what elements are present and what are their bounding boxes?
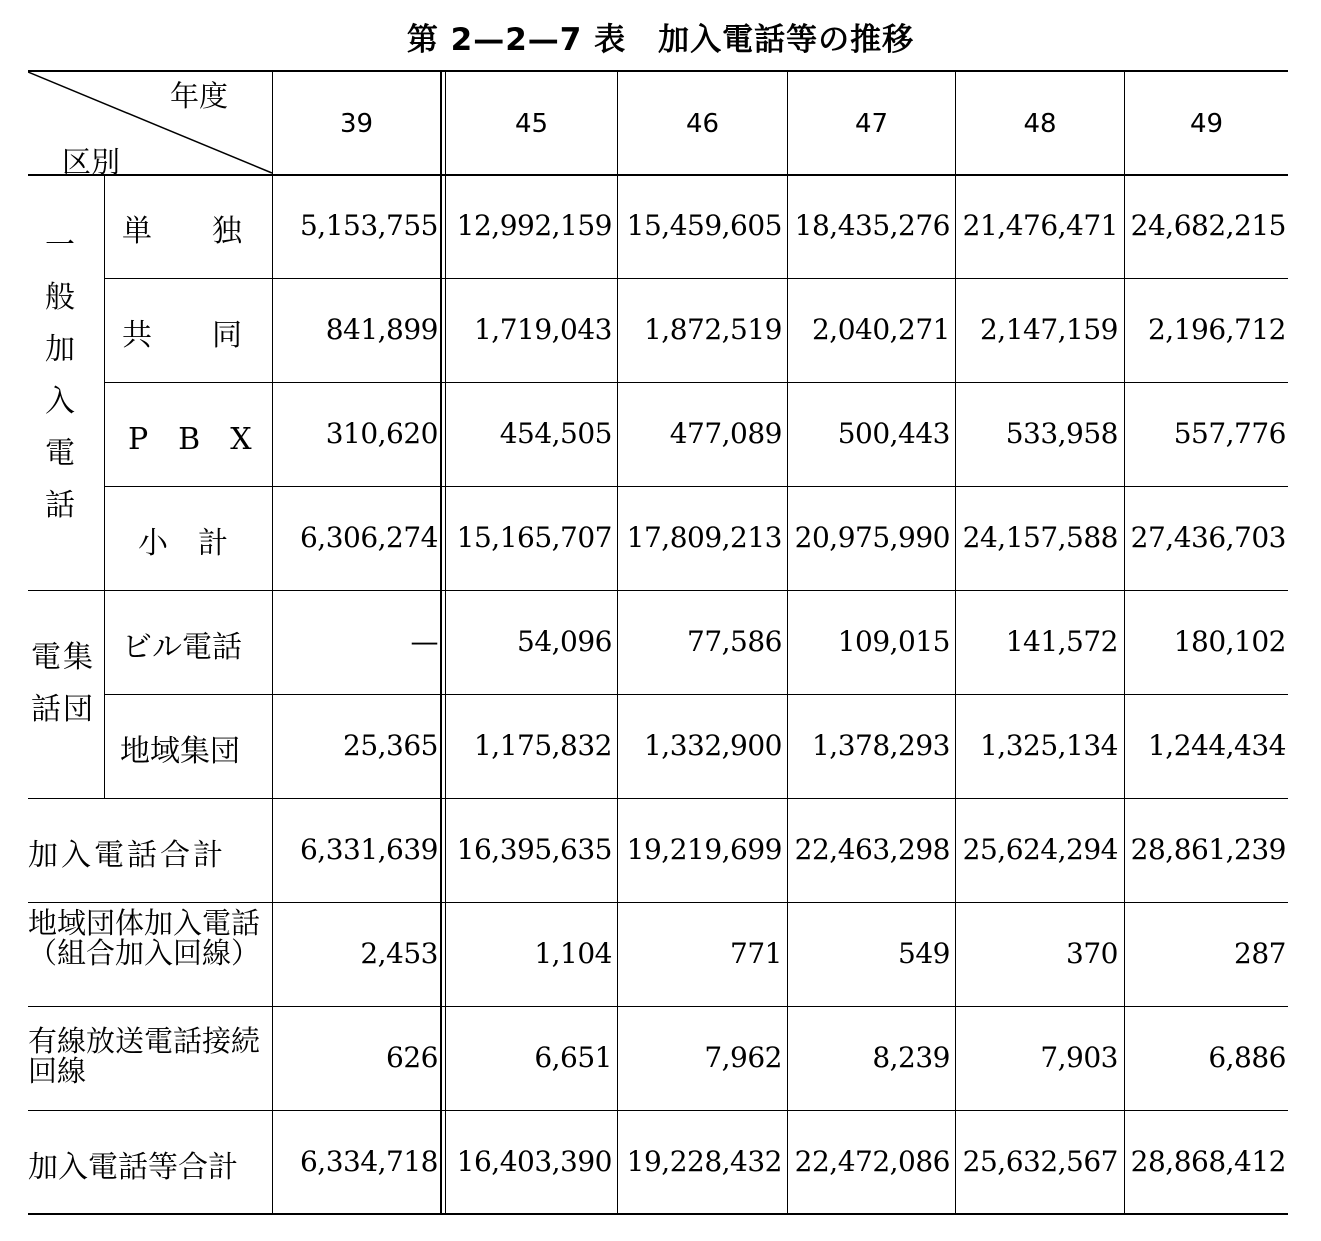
- table-cell: 17,809,213: [626, 521, 782, 554]
- table-cell: 16,403,390: [456, 1145, 612, 1178]
- row-divider: [28, 902, 1288, 903]
- row-label-single: 単 独: [122, 214, 242, 249]
- table-cell: 22,463,298: [794, 833, 950, 866]
- table-cell: 533,958: [1005, 417, 1118, 450]
- header-bottom-rule: [28, 174, 1288, 176]
- table-cell: 454,505: [499, 417, 612, 450]
- table-cell: 477,089: [669, 417, 782, 450]
- table-cell: 24,157,588: [962, 521, 1118, 554]
- year-header: 49: [1189, 109, 1224, 139]
- column-divider: [617, 70, 618, 1215]
- category-header-label: 区別: [62, 145, 121, 179]
- row-label-building-phone: ビル電話: [122, 630, 242, 665]
- table-cell: 7,962: [704, 1041, 782, 1074]
- row-divider: [28, 590, 1288, 591]
- row-divider: [104, 486, 1288, 487]
- table-cell: 25,365: [343, 729, 438, 762]
- table-cell: 6,306,274: [299, 521, 438, 554]
- table-cell: 1,872,519: [643, 313, 782, 346]
- table-cell: 25,624,294: [962, 833, 1118, 866]
- table-cell: 287: [1234, 937, 1286, 970]
- table-cell: 370: [1066, 937, 1118, 970]
- table-cell: 310,620: [325, 417, 438, 450]
- group-label-general: 一般加入電話: [45, 228, 75, 523]
- table-cell: 1,325,134: [979, 729, 1118, 762]
- table-cell: 16,395,635: [456, 833, 612, 866]
- column-divider: [1124, 70, 1125, 1215]
- row-divider: [28, 798, 1288, 799]
- table-cell: 6,651: [534, 1041, 612, 1074]
- bottom-rule: [28, 1213, 1288, 1215]
- table-cell: 500,443: [837, 417, 950, 450]
- table-cell: 557,776: [1173, 417, 1286, 450]
- table-cell: 22,472,086: [794, 1145, 950, 1178]
- double-rule-right: [445, 70, 446, 1215]
- table-cell: 15,165,707: [456, 521, 612, 554]
- table-cell: 8,239: [872, 1041, 950, 1074]
- table-cell: 2,040,271: [811, 313, 950, 346]
- table-cell: 1,244,434: [1147, 729, 1286, 762]
- row-label-grand-total: 加入電話等合計: [28, 1150, 238, 1185]
- table-cell: 24,682,215: [1130, 209, 1286, 242]
- table-cell: 180,102: [1173, 625, 1286, 658]
- label-column-divider: [272, 70, 273, 1215]
- table-cell: 19,228,432: [626, 1145, 782, 1178]
- year-header: 39: [339, 109, 374, 139]
- row-divider: [28, 1006, 1288, 1007]
- table-cell: 549: [898, 937, 950, 970]
- table-cell: 2,453: [360, 937, 438, 970]
- table-cell: 1,104: [534, 937, 612, 970]
- year-header: 45: [514, 109, 549, 139]
- year-header: 48: [1023, 109, 1057, 139]
- table-cell: —: [410, 625, 438, 658]
- row-label-shared: 共 同: [122, 318, 242, 353]
- table-cell: 109,015: [837, 625, 950, 658]
- table-cell: 77,586: [687, 625, 782, 658]
- table-cell: 2,147,159: [979, 313, 1118, 346]
- table-cell: 15,459,605: [626, 209, 782, 242]
- row-divider: [104, 382, 1288, 383]
- column-divider: [787, 70, 788, 1215]
- table-cell: 19,219,699: [626, 833, 782, 866]
- table-cell: 25,632,567: [962, 1145, 1118, 1178]
- table-cell: 771: [730, 937, 782, 970]
- table-cell: 27,436,703: [1130, 521, 1286, 554]
- table-cell: 18,435,276: [794, 209, 950, 242]
- table-cell: 28,861,239: [1130, 833, 1286, 866]
- table-cell: 841,899: [325, 313, 438, 346]
- table-cell: 6,334,718: [299, 1145, 438, 1178]
- table-cell: 626: [386, 1041, 438, 1074]
- table-cell: 20,975,990: [794, 521, 950, 554]
- column-divider: [955, 70, 956, 1215]
- row-divider: [104, 278, 1288, 279]
- table-cell: 141,572: [1005, 625, 1118, 658]
- row-label-subscriber-total: 加入電話合計: [28, 838, 226, 873]
- table-cell: 21,476,471: [962, 209, 1118, 242]
- row-label-subtotal: 小 計: [138, 526, 228, 561]
- table-cell: 6,886: [1208, 1041, 1286, 1074]
- year-header: 46: [685, 109, 720, 139]
- row-label-regional-group: 地域集団: [120, 734, 240, 769]
- table-cell: 7,903: [1040, 1041, 1118, 1074]
- table-cell: 6,331,639: [299, 833, 438, 866]
- row-label-regional-org: 地域団体加入電話（組合加入回線）: [28, 906, 261, 970]
- table-cell: 2,196,712: [1147, 313, 1286, 346]
- double-rule-left: [440, 70, 442, 1215]
- row-label-pbx: P B X: [128, 422, 252, 457]
- table-cell: 1,378,293: [811, 729, 950, 762]
- table-cell: 1,332,900: [643, 729, 782, 762]
- table-cell: 28,868,412: [1130, 1145, 1286, 1178]
- sub-label-divider: [104, 591, 105, 798]
- row-divider: [28, 1110, 1288, 1111]
- row-divider: [104, 694, 1288, 695]
- group-label-collective: 集団: [63, 640, 93, 727]
- table-cell: 1,719,043: [473, 313, 612, 346]
- table-title: 第 2—2—7 表 加入電話等の推移: [406, 22, 915, 58]
- table-cell: 5,153,755: [299, 209, 438, 242]
- year-header-label: 年度: [170, 79, 229, 113]
- group-label-phone: 電話: [31, 640, 61, 727]
- table-cell: 12,992,159: [456, 209, 612, 242]
- row-label-broadcast-line: 有線放送電話接続回線: [28, 1024, 261, 1088]
- table-cell: 54,096: [517, 625, 612, 658]
- year-header: 47: [854, 109, 889, 139]
- table-cell: 1,175,832: [473, 729, 612, 762]
- sub-label-divider: [104, 175, 105, 590]
